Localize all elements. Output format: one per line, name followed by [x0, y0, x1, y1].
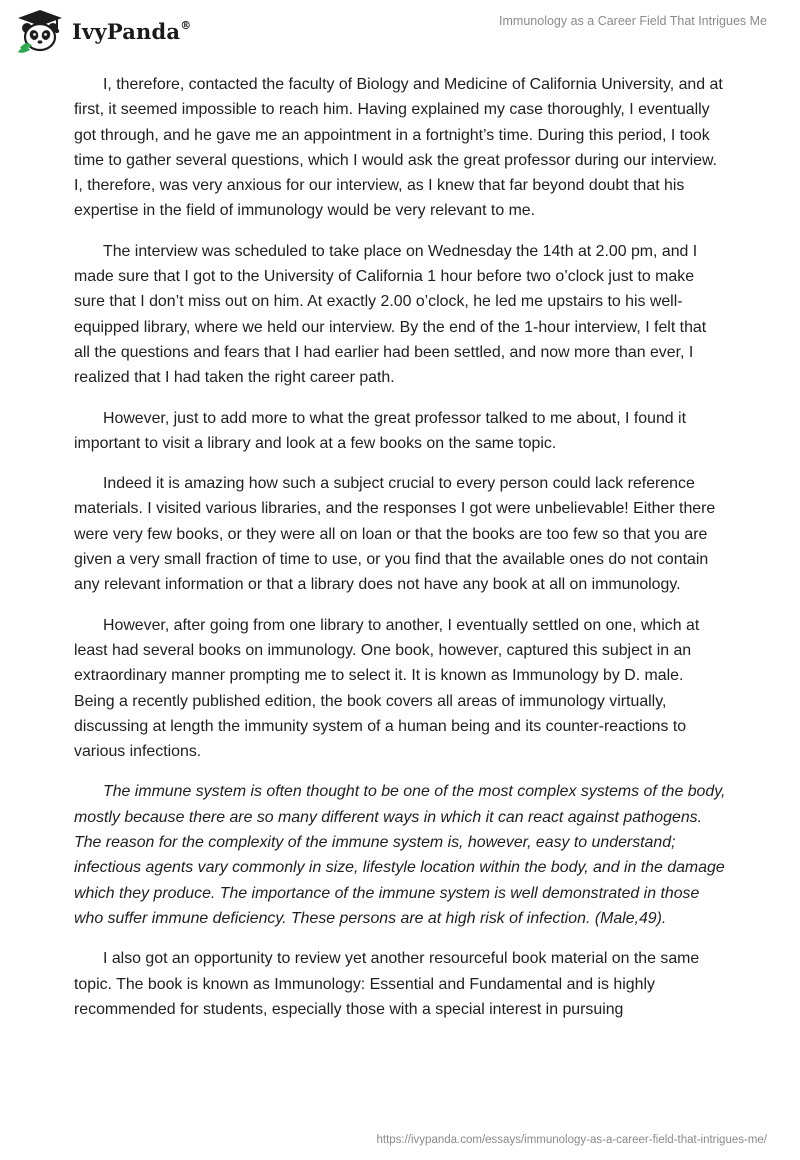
essay-body [74, 72, 726, 1037]
paragraph: However, after going from one library to another, I eventually settled on one, which at least had several books on immunology. One book, however, captured this subject in an extraordinary manner prompting me to select it. It is known as Immunology by D. male. Being a recently published edition, the book covers all areas of immunology virtually, discussing at length the immunity system of a human being and its counter-reactions to various infections. [74, 616, 700, 761]
brand-text: IvyPanda [72, 18, 181, 44]
brand-name [72, 19, 191, 44]
paragraph: The interview was scheduled to take place on Wednesday the 14th at 2.00 pm, and I made sure that I got to the University of California 1 hour before two o’clock just to make sure that I don’t miss out on him. At exactly 2.00 o’clock, he led me upstairs to his well-equipped library, where we held our interview. By the end of the 1-hour interview, I felt that all the questions and fears that I had earlier had been settled, and now more than ever, I realized that I had taken the right career path. [74, 242, 707, 387]
paragraph: I, therefore, contacted the faculty of Biology and Medicine of California University, and at first, it seemed impossible to reach him. Having explained my case thoroughly, I eventually got through, and he gave me an appointment in a fortnight’s time. During this period, I took time to gather several questions, which I would ask the great professor during our interview. I, therefore, was very anxious for our interview, as I knew that far beyond doubt that his expertise in the field of immunology would be very relevant to me. [74, 76, 723, 220]
page-header [0, 0, 800, 60]
paragraph: I also got an opportunity to review yet another resourceful book material on the same topic. The book is known as Immunology: Essential and Fundamental and is highly recommended for students, especially those with a special interest in pursuing [74, 950, 700, 1018]
registered-mark: ® [180, 18, 192, 32]
source-url[interactable]: https://ivypanda.com/essays/immunology-as-a-career-field-that-intrigues-me/ [376, 1134, 767, 1146]
block-quote: The immune system is often thought to be one of the most complex systems of the body, mostly because there are so many different ways in which it can react against pathogens. The reason for the complexity of the immune system is, however, easy to understand; infectious agents vary commonly in size, lifestyle location within the body, and in the damage which they produce. The importance of the immune system is well demonstrated in those who suffer immune deficiency. These persons are at high risk of infection. (Male,49). [74, 783, 726, 927]
document-title: Immunology as a Career Field That Intrigues Me [499, 14, 767, 28]
paragraph: Indeed it is amazing how such a subject crucial to every person could lack reference materials. I visited various libraries, and the responses I got were unbelievable! Either there were very few books, or they were all on loan or that the books are too few so that you are given a very small fraction of time to use, or you find that the available ones do not contain any relevant information or that a library does not have any book at all on immunology. [74, 475, 716, 594]
ivypanda-logo[interactable] [14, 8, 191, 54]
panda-graduate-icon [14, 8, 66, 54]
paragraph: However, just to add more to what the great professor talked to me about, I found it important to visit a library and look at a few books on the same topic. [74, 409, 686, 452]
